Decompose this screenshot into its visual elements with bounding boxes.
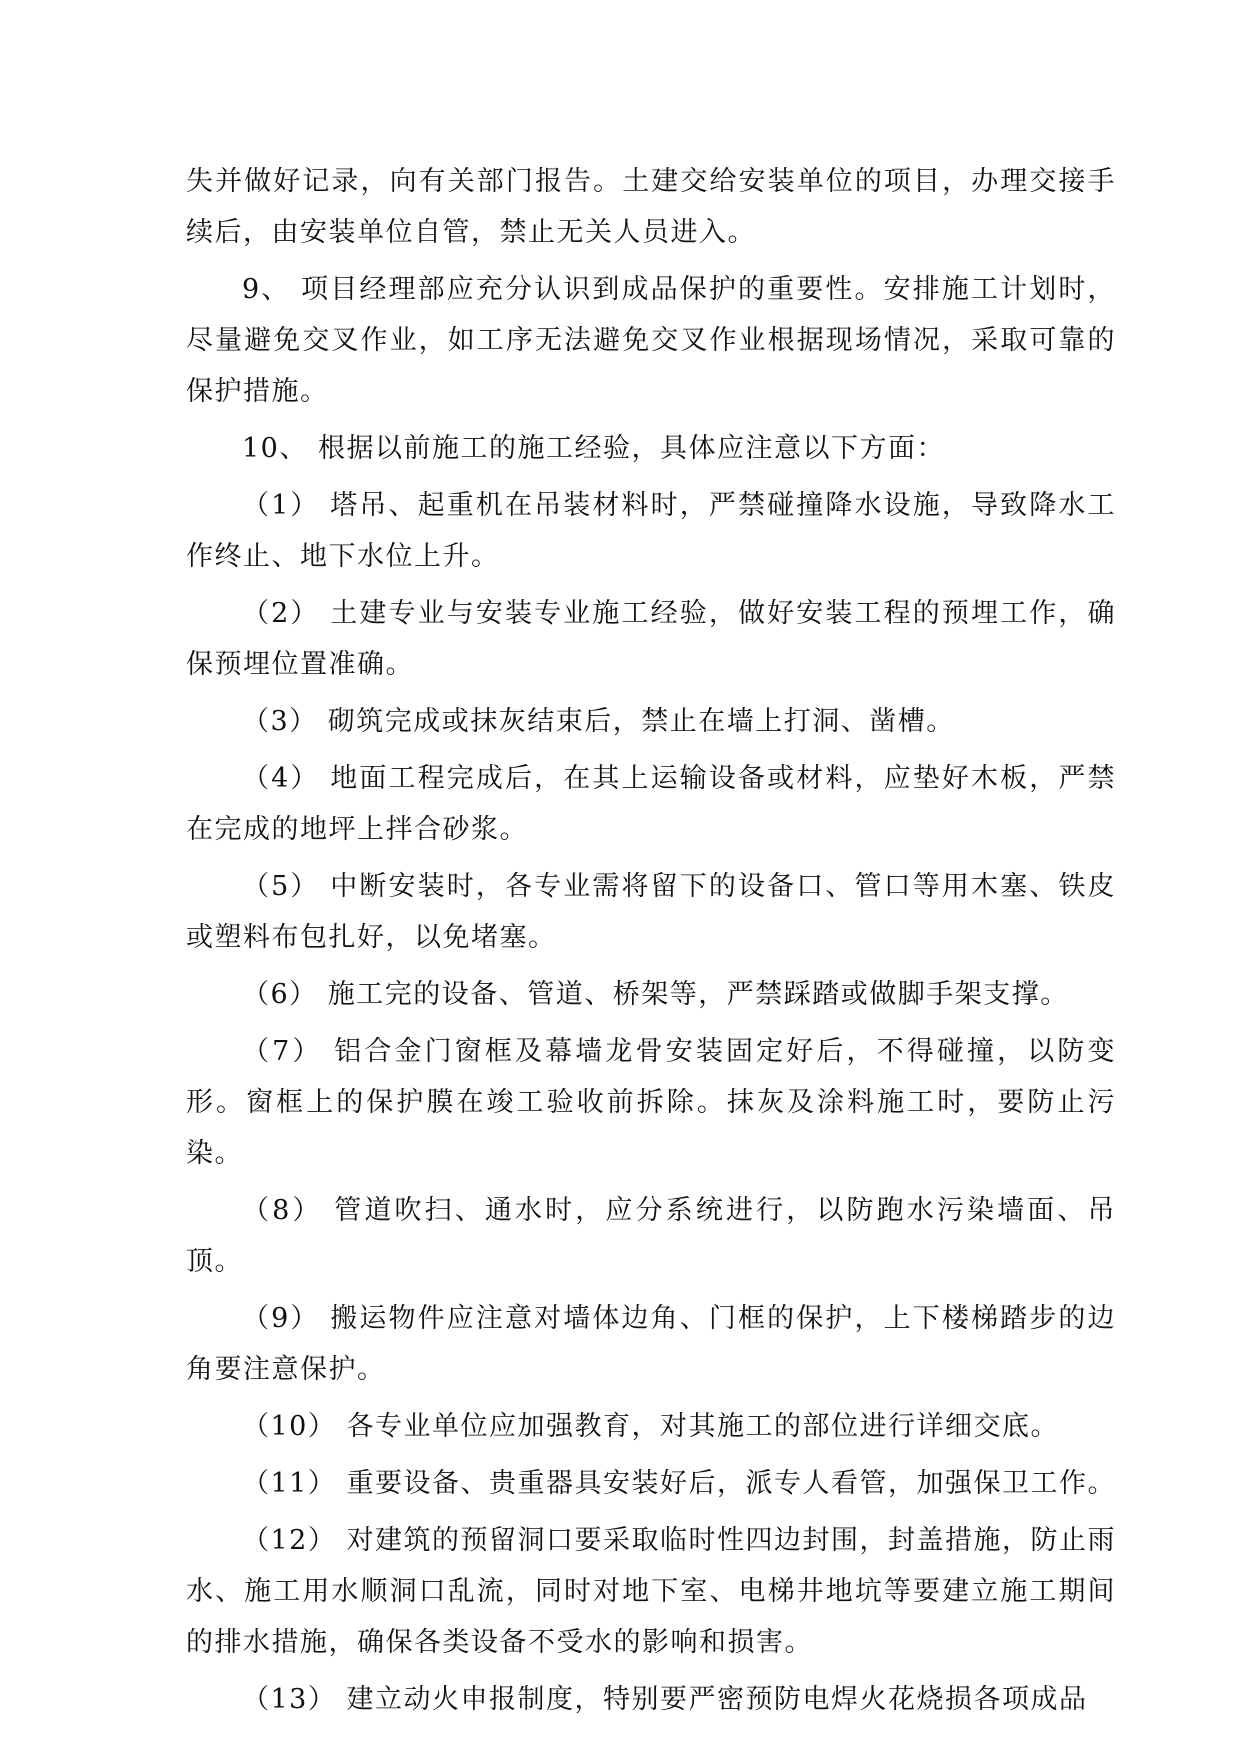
- paragraph-item-9: 9、 项目经理部应充分认识到成品保护的重要性。安排施工计划时，尽量避免交叉作业，如工序无法避免交叉作业根据现场情况，采取可靠的保护措施。: [186, 274, 1116, 407]
- paragraph-subitem-2: （2） 土建专业与安装专业施工经验，做好安装工程的预埋工作，确保预埋位置准确。: [186, 598, 1116, 680]
- paragraph-continuation: 失并做好记录，向有关部门报告。土建交给安装单位的项目，办理交接手续后，由安装单位自管，禁止无关人员进入。: [186, 166, 1116, 248]
- paragraph-subitem-5: （5） 中断安装时，各专业需将留下的设备口、管口等用木塞、铁皮或塑料布包扎好，以免堵塞。: [186, 871, 1116, 953]
- paragraph-subitem-4: （4） 地面工程完成后，在其上运输设备或材料，应垫好木板，严禁在完成的地坪上拌合砂浆。: [186, 763, 1116, 845]
- paragraph-subitem-1: （1） 塔吊、起重机在吊装材料时，严禁碰撞降水设施，导致降水工作终止、地下水位上升。: [186, 490, 1116, 572]
- paragraph-subitem-11: （11） 重要设备、贵重器具安装好后，派专人看管，加强保卫工作。: [242, 1468, 1116, 1499]
- paragraph-subitem-3: （3） 砌筑完成或抹灰结束后，禁止在墙上打洞、凿槽。: [242, 706, 955, 737]
- paragraph-subitem-9: （9） 搬运物件应注意对墙体边角、门框的保护，上下楼梯踏步的边角要注意保护。: [186, 1303, 1116, 1385]
- paragraph-subitem-10: （10） 各专业单位应加强教育，对其施工的部位进行详细交底。: [242, 1411, 1059, 1442]
- paragraph-subitem-7: （7） 铝合金门窗框及幕墙龙骨安装固定好后，不得碰撞，以防变形。窗框上的保护膜在竣工验收前拆除。抹灰及涂料施工时，要防止污染。: [186, 1036, 1116, 1169]
- paragraph-subitem-8: （8） 管道吹扫、通水时，应分系统进行，以防跑水污染墙面、吊顶。: [186, 1195, 1116, 1277]
- paragraph-subitem-13: （13） 建立动火申报制度，特别要严密预防电焊火花烧损各项成品: [242, 1684, 1088, 1715]
- paragraph-item-10: 10、 根据以前施工的施工经验，具体应注意以下方面：: [242, 433, 945, 464]
- paragraph-subitem-12: （12） 对建筑的预留洞口要采取临时性四边封围，封盖措施，防止雨水、施工用水顺洞口乱流，同时对地下室、电梯井地坑等要建立施工期间的排水措施，确保各类设备不受水的影响和损害。: [186, 1525, 1116, 1658]
- paragraph-subitem-6: （6） 施工完的设备、管道、桥架等，严禁踩踏或做脚手架支撑。: [242, 979, 1069, 1010]
- document-body: [186, 156, 1116, 1731]
